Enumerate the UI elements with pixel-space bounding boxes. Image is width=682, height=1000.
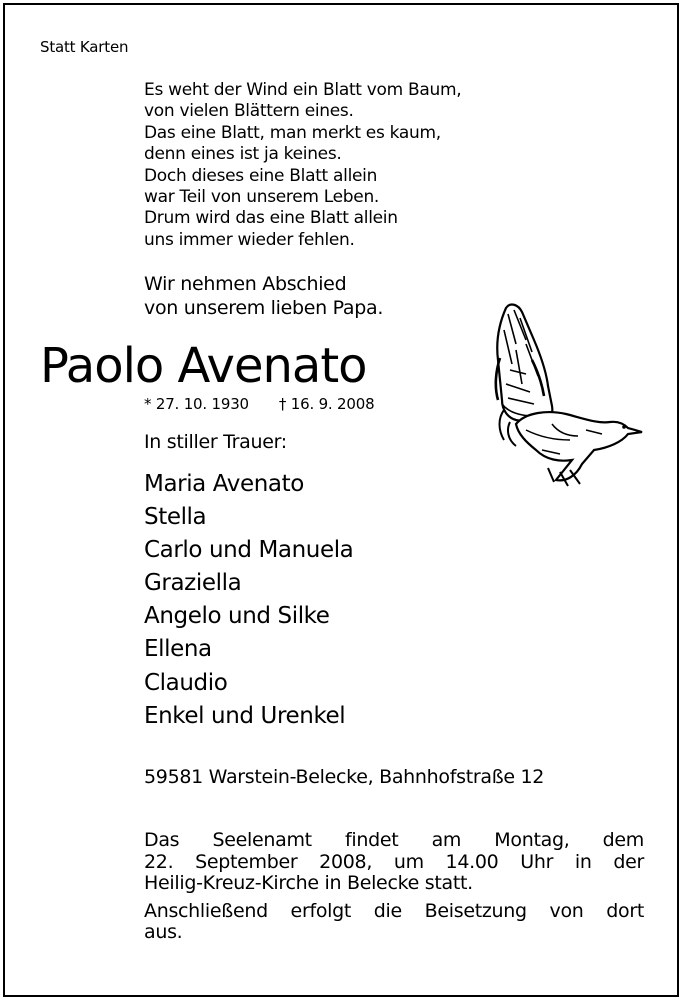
death-date: † 16. 9. 2008 <box>278 395 375 413</box>
service-line: Das Seelenamt findet am Montag, dem <box>144 829 644 851</box>
poem-line: von vielen Blättern eines. <box>144 101 354 122</box>
poem-line: uns immer wieder fehlen. <box>144 229 355 250</box>
poem-line: Es weht der Wind ein Blatt vom Baum, <box>144 80 462 100</box>
relative-name: Ellena <box>144 636 212 663</box>
poem-line: Doch dieses eine Blatt allein <box>144 165 378 186</box>
poem-line: Das eine Blatt, man merkt es kaum, <box>144 122 441 143</box>
burial-line: aus. <box>144 921 183 943</box>
burial-line: Anschließend erfolgt die Beisetzung von dort <box>144 899 644 922</box>
relative-name: Stella <box>144 504 207 531</box>
poem <box>144 80 461 251</box>
farewell-text <box>144 272 383 320</box>
relative-name: Maria Avenato <box>144 471 304 497</box>
poem-line: denn eines ist ja keines. <box>144 144 342 165</box>
mourning-label: In stiller Trauer: <box>144 431 287 453</box>
relative-name: Carlo und Manuela <box>144 537 354 564</box>
relative-name: Enkel und Urenkel <box>144 702 346 729</box>
deceased-name: Paolo Avenato <box>40 338 367 394</box>
service-info <box>144 830 644 944</box>
service-paragraph <box>144 830 644 895</box>
life-dates <box>144 395 374 413</box>
service-line: Heilig-Kreuz-Kirche in Belecke statt. <box>144 872 473 894</box>
poem-line: war Teil von unserem Leben. <box>144 186 380 207</box>
farewell-line: Wir nehmen Abschied <box>144 273 347 295</box>
family-address: 59581 Warstein-Belecke, Bahnhofstraße 12 <box>144 766 545 788</box>
relative-name: Claudio <box>144 669 228 696</box>
praying-hands-with-dove-icon <box>486 300 646 490</box>
intro-text: Statt Karten <box>40 38 129 56</box>
poem-line: Drum wird das eine Blatt allein <box>144 208 398 229</box>
birth-date: * 27. 10. 1930 <box>144 395 249 413</box>
relative-name: Angelo und Silke <box>144 603 330 630</box>
burial-paragraph <box>144 901 644 944</box>
service-line: 22. September 2008, um 14.00 Uhr in der <box>144 850 644 873</box>
relatives-list <box>144 468 353 733</box>
farewell-line: von unserem lieben Papa. <box>144 297 384 319</box>
relative-name: Graziella <box>144 570 242 597</box>
